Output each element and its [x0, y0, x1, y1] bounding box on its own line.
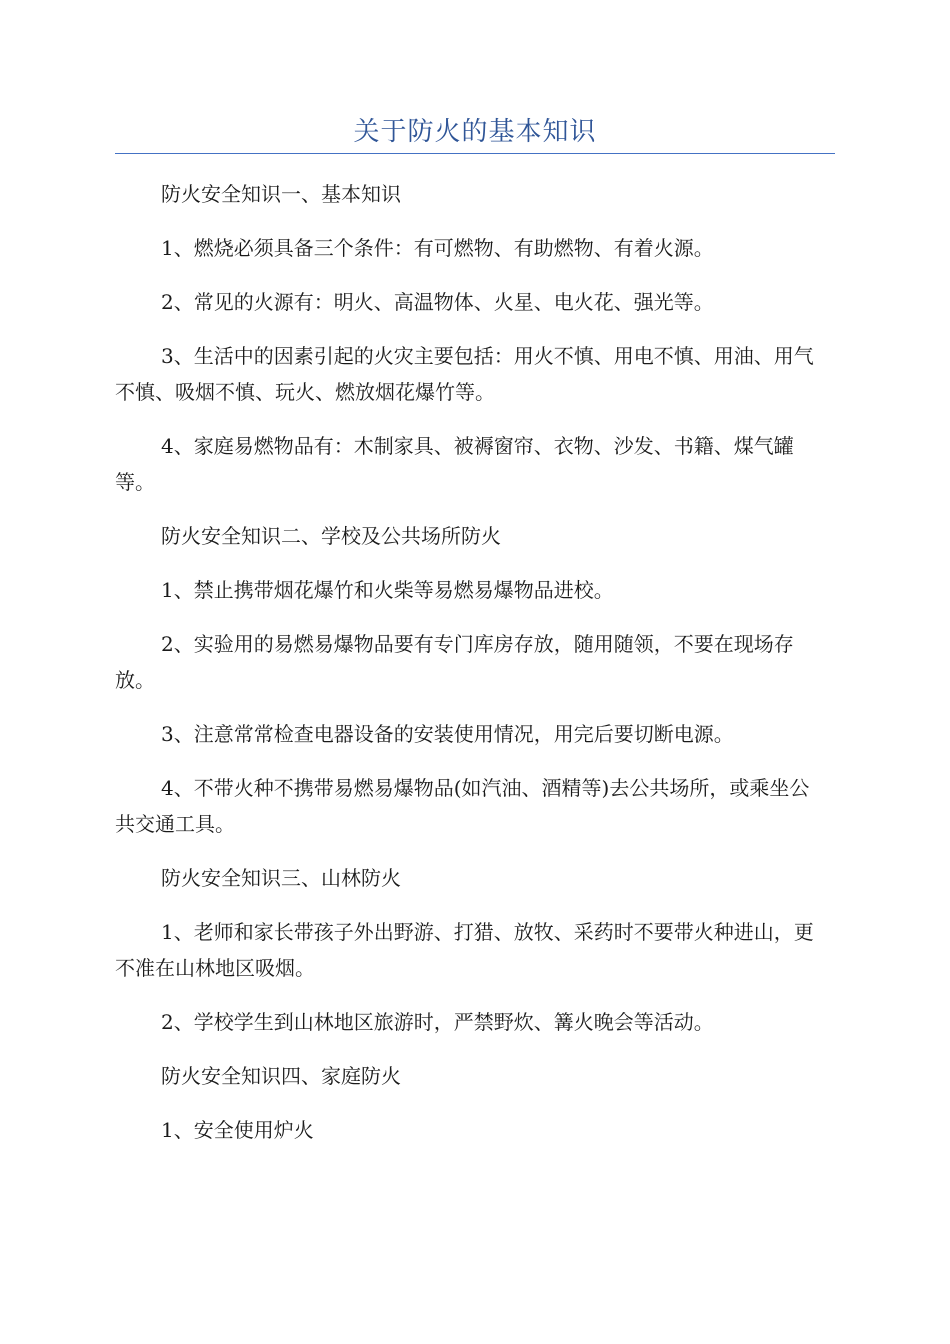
paragraph: 2、学校学生到山林地区旅游时，严禁野炊、篝火晚会等活动。 — [161, 1010, 714, 1034]
paragraph: 3、生活中的因素引起的火灾主要包括：用火不慎、用电不慎、用油、用气不慎、吸烟不慎、玩火、燃放烟花爆竹等。 — [115, 344, 814, 404]
document-body — [115, 176, 827, 1166]
section-heading-forest: 防火安全知识三、山林防火 — [161, 866, 401, 890]
paragraph: 2、常见的火源有：明火、高温物体、火星、电火花、强光等。 — [161, 290, 714, 314]
paragraph: 1、禁止携带烟花爆竹和火柴等易燃易爆物品进校。 — [161, 578, 614, 602]
title-underline-divider — [115, 153, 835, 154]
paragraph: 1、老师和家长带孩子外出野游、打猎、放牧、采药时不要带火种进山，更不准在山林地区吸烟。 — [115, 920, 814, 980]
section-heading-home: 防火安全知识四、家庭防火 — [161, 1064, 401, 1088]
paragraph: 1、安全使用炉火 — [161, 1118, 314, 1142]
paragraph: 2、实验用的易燃易爆物品要有专门库房存放，随用随领，不要在现场存放。 — [115, 632, 794, 692]
paragraph: 1、燃烧必须具备三个条件：有可燃物、有助燃物、有着火源。 — [161, 236, 714, 260]
document-title: 关于防火的基本知识 — [353, 117, 597, 147]
paragraph: 4、不带火种不携带易燃易爆物品(如汽油、酒精等)去公共场所，或乘坐公共交通工具。 — [115, 776, 810, 836]
paragraph: 4、家庭易燃物品有：木制家具、被褥窗帘、衣物、沙发、书籍、煤气罐等。 — [115, 434, 794, 494]
paragraph: 3、注意常常检查电器设备的安装使用情况，用完后要切断电源。 — [161, 722, 734, 746]
section-heading-school-public: 防火安全知识二、学校及公共场所防火 — [161, 524, 501, 548]
section-heading-basic-knowledge: 防火安全知识一、基本知识 — [161, 182, 401, 206]
